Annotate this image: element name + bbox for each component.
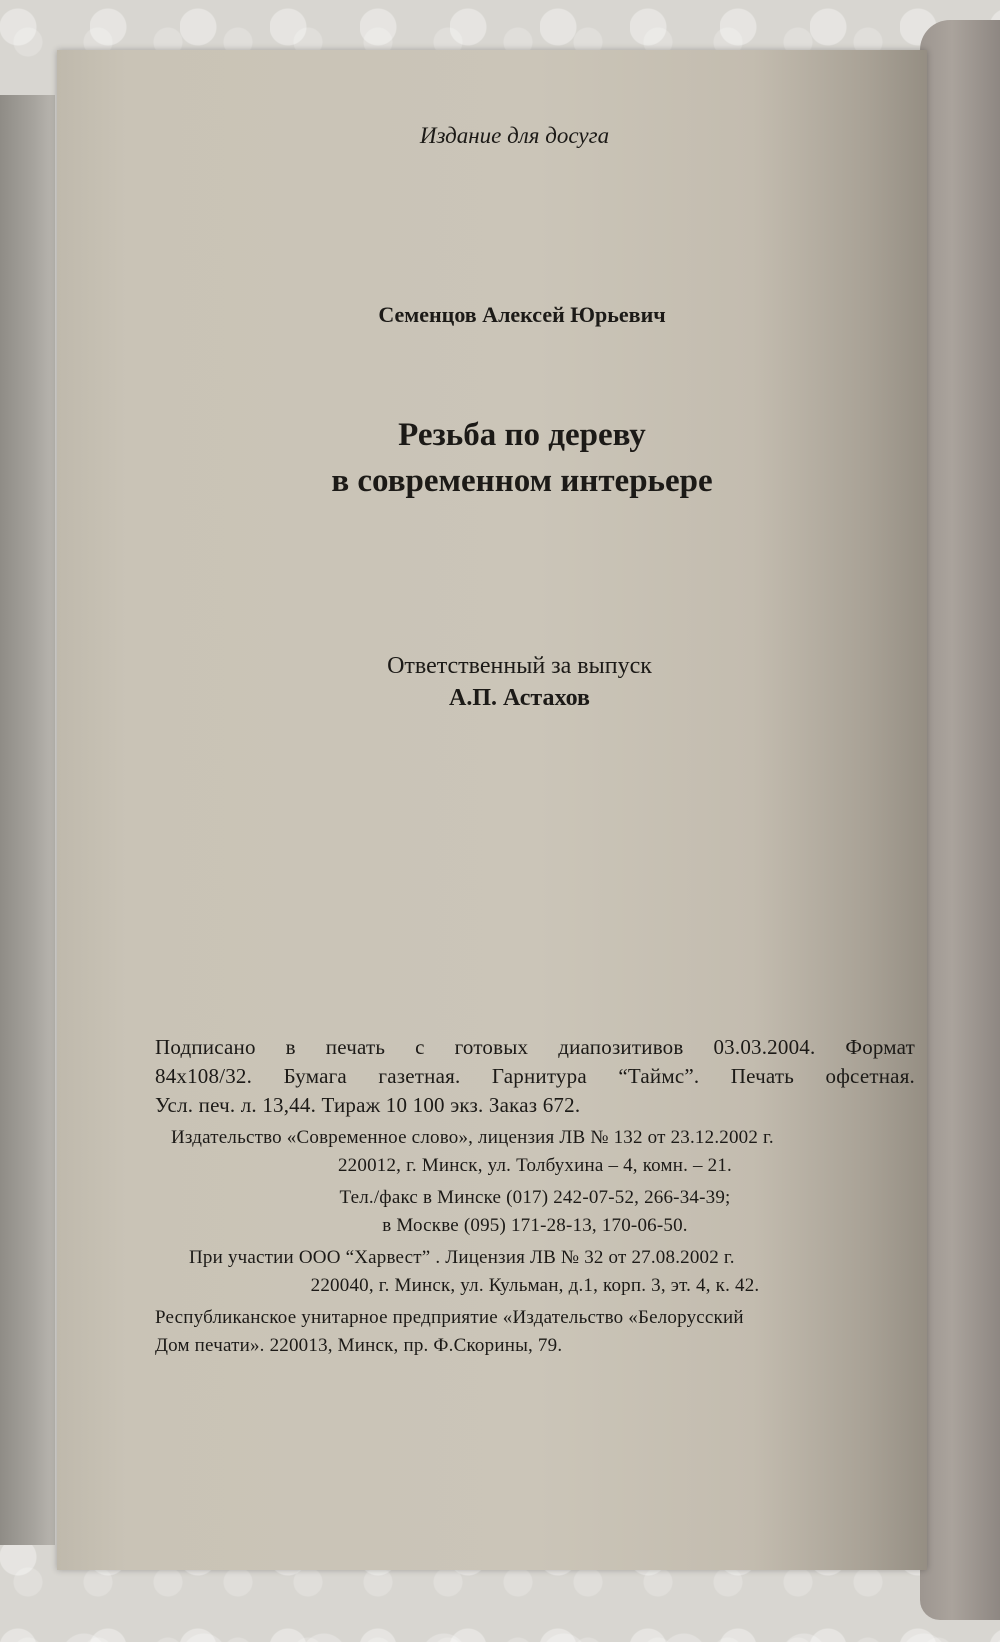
print-info-line: Усл. печ. л. 13,44. Тираж 10 100 экз. Заказ 672. [155, 1093, 581, 1117]
phone-line: Тел./факс в Минске (017) 242-07-52, 266-34-39; [339, 1187, 731, 1208]
participation-line: При участии ООО “Харвест” . Лицензия ЛВ № 32 от 27.08.2002 г. [189, 1247, 735, 1268]
book-title [57, 412, 927, 504]
printer-line: Республиканское унитарное предприятие «Издательство «Белорусский [155, 1307, 744, 1328]
imprint-block [155, 1033, 915, 1360]
publisher-line: Издательство «Современное слово», лицензия ЛВ № 132 от 23.12.2002 г. [171, 1127, 774, 1148]
author-name: Семенцов Алексей Юрьевич [378, 302, 666, 327]
left-page-edge [0, 95, 55, 1545]
print-info-line: 84х108/32. Бумага газетная. Гарнитура “Таймс”. Печать офсетная. [155, 1064, 915, 1088]
printer-line: Дом печати». 220013, Минск, пр. Ф.Скорины, 79. [155, 1335, 563, 1356]
book-page [57, 50, 927, 1570]
title-line: Резьба по дереву [398, 417, 646, 453]
responsible-block [57, 650, 927, 714]
publisher-line: 220012, г. Минск, ул. Толбухина – 4, комн. – 21. [337, 1155, 732, 1176]
title-line: в современном интерьере [331, 463, 713, 499]
series-label: Издание для досуга [419, 123, 610, 148]
participation-line: 220040, г. Минск, ул. Кульман, д.1, корп. 3, эт. 4, к. 42. [310, 1275, 760, 1296]
book-cover-edge [920, 20, 1000, 1620]
responsible-name: А.П. Астахов [449, 685, 590, 711]
phone-line: в Москве (095) 171-28-13, 170-06-50. [382, 1215, 688, 1236]
print-info-line: Подписано в печать с готовых диапозитивов 03.03.2004. Формат [155, 1035, 915, 1059]
responsible-label: Ответственный за выпуск [387, 653, 652, 679]
